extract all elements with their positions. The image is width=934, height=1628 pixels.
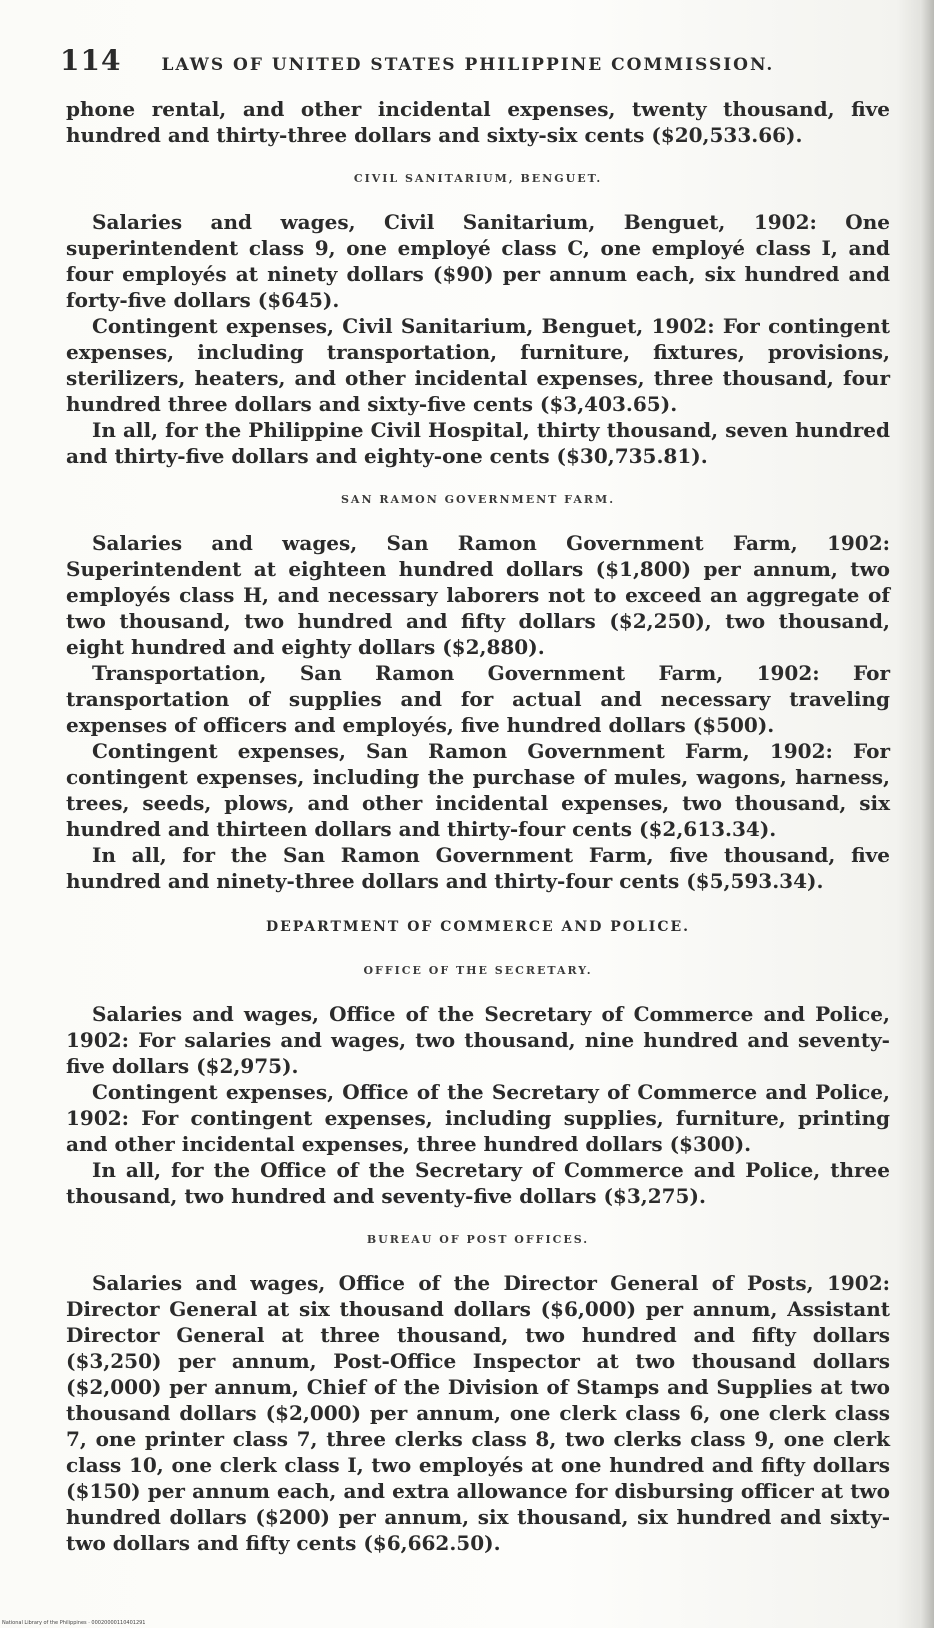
running-head [60,44,840,77]
paragraph: Contingent expenses, Office of the Secretary of Commerce and Police, 1902: For contingent expenses, including supplies, furniture, printing and other incidental expenses, three hundred dollars ($300). [66,1080,890,1156]
paragraph: Transportation, San Ramon Government Farm, 1902: For transportation of supplies and for actual and necessary traveling expenses of officers and employés, five hundred dollars ($500). [66,661,890,737]
paragraph: In all, for the Philippine Civil Hospital, thirty thousand, seven hundred and thirty-five dollars and eighty-one cents ($30,735.81). [66,418,890,468]
paragraph: Contingent expenses, Civil Sanitarium, Benguet, 1902: For contingent expenses, including transportation, furniture, fixtures, provisions, sterilizers, heaters, and other incidental expenses, three thousand, four hundred three dollars and sixty-five cents ($3,403.65). [66,314,890,416]
department-heading: DEPARTMENT OF COMMERCE AND POLICE. [265,919,691,935]
section-heading-posts: BUREAU OF POST OFFICES. [366,1233,590,1246]
running-title: LAWS OF UNITED STATES PHILIPPINE COMMISSION. [161,55,775,75]
paragraph: In all, for the San Ramon Government Farm, five thousand, five hundred and ninety-three dollars and thirty-four cents ($5,593.34). [66,843,890,893]
section-heading-sanitarium: CIVIL SANITARIUM, BENGUET. [353,172,603,185]
paragraph: Contingent expenses, San Ramon Government Farm, 1902: For contingent expenses, including the purchase of mules, wagons, harness, trees, seeds, plows, and other incidental expenses, two thousand, six hundred and thirteen dollars and thirty-four cents ($2,613.34). [66,739,890,841]
paragraph: phone rental, and other incidental expenses, twenty thousand, five hundred and thirty-three dollars and sixty-six cents ($20,533.66). [66,97,890,147]
paragraph: Salaries and wages, Office of the Secretary of Commerce and Police, 1902: For salaries and wages, two thousand, nine hundred and seventy-five dollars ($2,975). [66,1002,890,1078]
paragraph: Salaries and wages, San Ramon Government Farm, 1902: Superintendent at eighteen hundred dollars ($1,800) per annum, two employés class H, and necessary laborers not to exceed an aggregate of two thousand, two hundred and fifty dollars ($2,250), two thousand, eight hundred and eighty dollars ($2,880). [66,531,890,659]
page-number: 114 [60,44,122,77]
paragraph: Salaries and wages, Office of the Director General of Posts, 1902: Director General at six thousand dollars ($6,000) per annum, Assistant Director General at three thousand, two hundred and fifty dollars ($3,250) per annum, Post-Office Inspector at two thousand dollars ($2,000) per annum, Chief of the Division of Stamps and Supplies at two thousand dollars ($2,000) per annum, one clerk class 6, one clerk class 7, one printer class 7, three clerks class 8, two clerks class 9, one clerk class 10, one clerk class I, two employés at one hundred and fifty dollars ($150) per annum each, and extra allowance for disbursing officer at two hundred dollars ($200) per annum, six thousand, six hundred and sixty-two dollars and fifty cents ($6,662.50). [66,1271,890,1555]
section-heading-secretary: OFFICE OF THE SECRETARY. [363,964,593,977]
body-text [66,96,890,1556]
section-heading-farm: SAN RAMON GOVERNMENT FARM. [340,493,616,506]
paragraph: In all, for the Office of the Secretary of Commerce and Police, three thousand, two hundred and seventy-five dollars ($3,275). [66,1158,890,1208]
page-edge [920,0,934,1628]
scan-credit: National Library of the Philippines · 00020000110401291 [2,1620,146,1626]
paragraph: Salaries and wages, Civil Sanitarium, Benguet, 1902: One superintendent class 9, one employé class C, one employé class I, and four employés at ninety dollars ($90) per annum each, six hundred and forty-five dollars ($645). [66,210,890,312]
